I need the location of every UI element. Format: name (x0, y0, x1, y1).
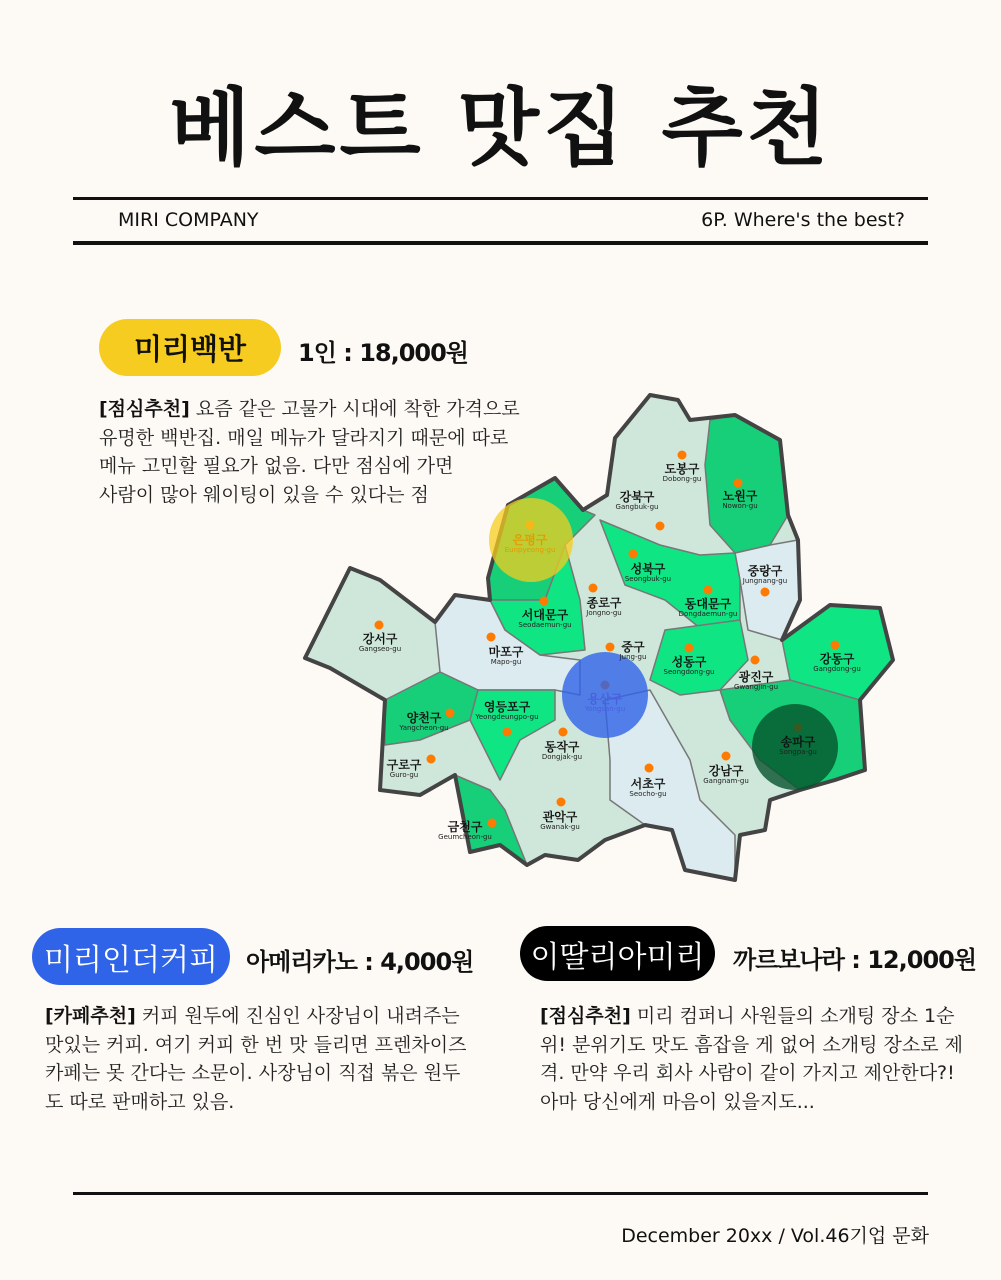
cafe-description (45, 1002, 466, 1116)
district-name-en: Gangnam-gu (703, 777, 749, 785)
restaurant-badge-italia-miri: 이딸리아미리 (520, 926, 715, 981)
italian-description (540, 1002, 963, 1116)
district-label (585, 693, 625, 713)
dot-dongjak (559, 728, 568, 737)
district-name-en: Dongjak-gu (541, 753, 583, 761)
dot-gwangjin (751, 656, 760, 665)
dot-dobong (678, 451, 687, 460)
district-name: 은평구 (512, 533, 548, 547)
district-name-en: Gwangjin-gu (733, 683, 779, 691)
district-name: 동대문구 (684, 597, 732, 611)
district-name: 종로구 (586, 596, 622, 610)
district-name: 강서구 (362, 632, 398, 646)
dot-nowon (734, 479, 743, 488)
dot-jung (606, 643, 615, 652)
district-name-en: Dobong-gu (662, 475, 702, 483)
district-name-en: Seocho-gu (629, 790, 667, 798)
dot-seodaemun (540, 597, 549, 606)
district-label (779, 736, 817, 756)
district-name-en: Jung-gu (619, 653, 647, 661)
dot-jongno (589, 584, 598, 593)
district-name: 서대문구 (521, 608, 569, 622)
district-name: 강동구 (819, 652, 855, 666)
district-label (438, 821, 492, 841)
description-line: 맛있는 커피. 여기 커피 한 번 맛 들리면 프렌차이즈 (45, 1033, 467, 1056)
cafe-price: 아메리카노 : 4,000원 (246, 948, 474, 976)
district-label (629, 778, 666, 798)
district-name: 양천구 (406, 711, 442, 725)
district-label (540, 811, 580, 831)
featured-price: 1인 : 18,000원 (298, 339, 468, 367)
district-name: 성동구 (671, 655, 707, 669)
district-name-en: Songpa-gu (779, 748, 817, 756)
dot-jungnang (761, 588, 770, 597)
dot-gangdong (831, 641, 840, 650)
header-divider (73, 241, 928, 245)
description-tag: [점심추천] (540, 1005, 631, 1027)
description-line: 커피 원두에 진심인 사장님이 내려주는 (135, 1005, 460, 1027)
district-name: 강남구 (708, 764, 744, 778)
page-info: 6P. Where's the best? (701, 209, 905, 231)
district-name: 영등포구 (483, 700, 531, 714)
description-line: 유명한 백반집. 매일 메뉴가 달라지기 때문에 따로 (99, 426, 509, 449)
description-line: 격. 만약 우리 회사 사람이 같이 가지고 제안한다?! (540, 1062, 955, 1084)
district-name: 도봉구 (664, 462, 700, 476)
description-tag: [카페추천] (45, 1005, 136, 1027)
description-line: 위! 분위기도 맛도 흠잡을 게 없어 소개팅 장소로 제 (540, 1033, 964, 1056)
company-name: MIRI COMPANY (118, 209, 259, 231)
district-label (359, 633, 401, 653)
district-name-en: Geumcheon-gu (438, 833, 492, 841)
dot-gwanak (557, 798, 566, 807)
district-name-en: Yeongdeungpo-gu (475, 713, 539, 721)
district-name-en: Dongdaemun-gu (678, 610, 738, 618)
district-name-en: Jungnang-gu (742, 577, 788, 585)
district-name: 송파구 (780, 735, 816, 749)
district-name: 노원구 (722, 489, 758, 503)
district-name: 광진구 (738, 670, 774, 684)
district-name: 관악구 (542, 810, 578, 824)
district-name-en: Mapo-gu (490, 658, 522, 666)
district-name-en: Gwanak-gu (540, 823, 580, 831)
district-label (489, 646, 524, 666)
district-label (625, 563, 671, 583)
dot-guro (427, 755, 436, 764)
district-label (475, 701, 538, 721)
district-label (586, 597, 621, 617)
top-divider (73, 197, 928, 200)
district-name: 성북구 (630, 562, 666, 576)
district-label (703, 765, 749, 785)
district-name: 중랑구 (747, 564, 783, 578)
dot-seongdong (685, 644, 694, 653)
district-name: 강북구 (619, 490, 655, 504)
district-name: 금천구 (447, 820, 483, 834)
footer-divider (73, 1192, 928, 1195)
district-name-en: Yangcheon-gu (399, 724, 449, 732)
italian-price: 까르보나라 : 12,000원 (733, 946, 977, 974)
district-name-en: Gangdong-gu (813, 665, 861, 673)
district-name: 구로구 (386, 758, 422, 772)
description-line: 카페는 못 간다는 소문이. 사장님이 직접 볶은 원두 (45, 1062, 461, 1084)
district-label (664, 656, 715, 676)
dot-mapo (487, 633, 496, 642)
district-label (663, 463, 702, 483)
dot-dongdaemun (704, 586, 713, 595)
district-name-en: Yongsan-gu (584, 705, 626, 713)
district-label (813, 653, 861, 673)
description-tag: [점심추천] (99, 398, 190, 420)
dot-gangseo (375, 621, 384, 630)
description-line: 메뉴 고민할 필요가 없음. 다만 점심에 가면 (99, 455, 454, 477)
district-name-en: Gangseo-gu (358, 645, 402, 653)
dot-gangnam (722, 752, 731, 761)
district-name: 서초구 (630, 777, 666, 791)
district-label (518, 609, 571, 629)
page-title: 베스트 맛집 추천 (169, 79, 832, 177)
description-line: 사람이 많아 웨이팅이 있을 수 있다는 점 (99, 483, 429, 506)
district-name-en: Jongno-gu (586, 609, 622, 617)
district-name-en: Nowon-gu (722, 502, 758, 510)
district-name: 용산구 (587, 692, 623, 706)
description-line: 미리 컴퍼니 사원들의 소개팅 장소 1순 (630, 1005, 955, 1027)
description-line: 도 따로 판매하고 있음. (45, 1090, 235, 1113)
district-label (399, 712, 448, 732)
district-name: 마포구 (488, 645, 524, 659)
dot-seocho (645, 764, 654, 773)
dot-seongbuk (629, 550, 638, 559)
district-name-en: Seongbuk-gu (624, 575, 672, 583)
district-label (505, 534, 556, 554)
district-name-en: Guro-gu (389, 771, 419, 779)
district-name: 중구 (621, 640, 645, 654)
restaurant-badge-miri-in-the-coffee: 미리인더커피 (32, 928, 230, 985)
district-label (616, 491, 659, 511)
district-name-en: Eunpyeong-gu (504, 546, 556, 554)
dot-yeongdeungpo (503, 728, 512, 737)
district-label (679, 598, 738, 618)
district-label (387, 759, 422, 779)
description-line: 요즘 같은 고물가 시대에 착한 가격으로 (189, 398, 520, 420)
dot-gangbuk (656, 522, 665, 531)
district-name: 동작구 (544, 740, 580, 754)
district-name-en: Gangbuk-gu (615, 503, 659, 511)
district-label (734, 671, 778, 691)
district-name-en: Seongdong-gu (663, 668, 715, 676)
footer-issue-info: December 20xx / Vol.46기업 문화 (621, 1225, 929, 1247)
district-label (542, 741, 582, 761)
district-name-en: Seodaemun-gu (518, 621, 572, 629)
district-label (722, 490, 757, 510)
district-label (743, 565, 787, 585)
restaurant-badge-miri-baekban: 미리백반 (99, 319, 281, 376)
description-line: 아마 당신에게 마음이 있을지도... (540, 1090, 815, 1113)
district-label (620, 641, 647, 661)
